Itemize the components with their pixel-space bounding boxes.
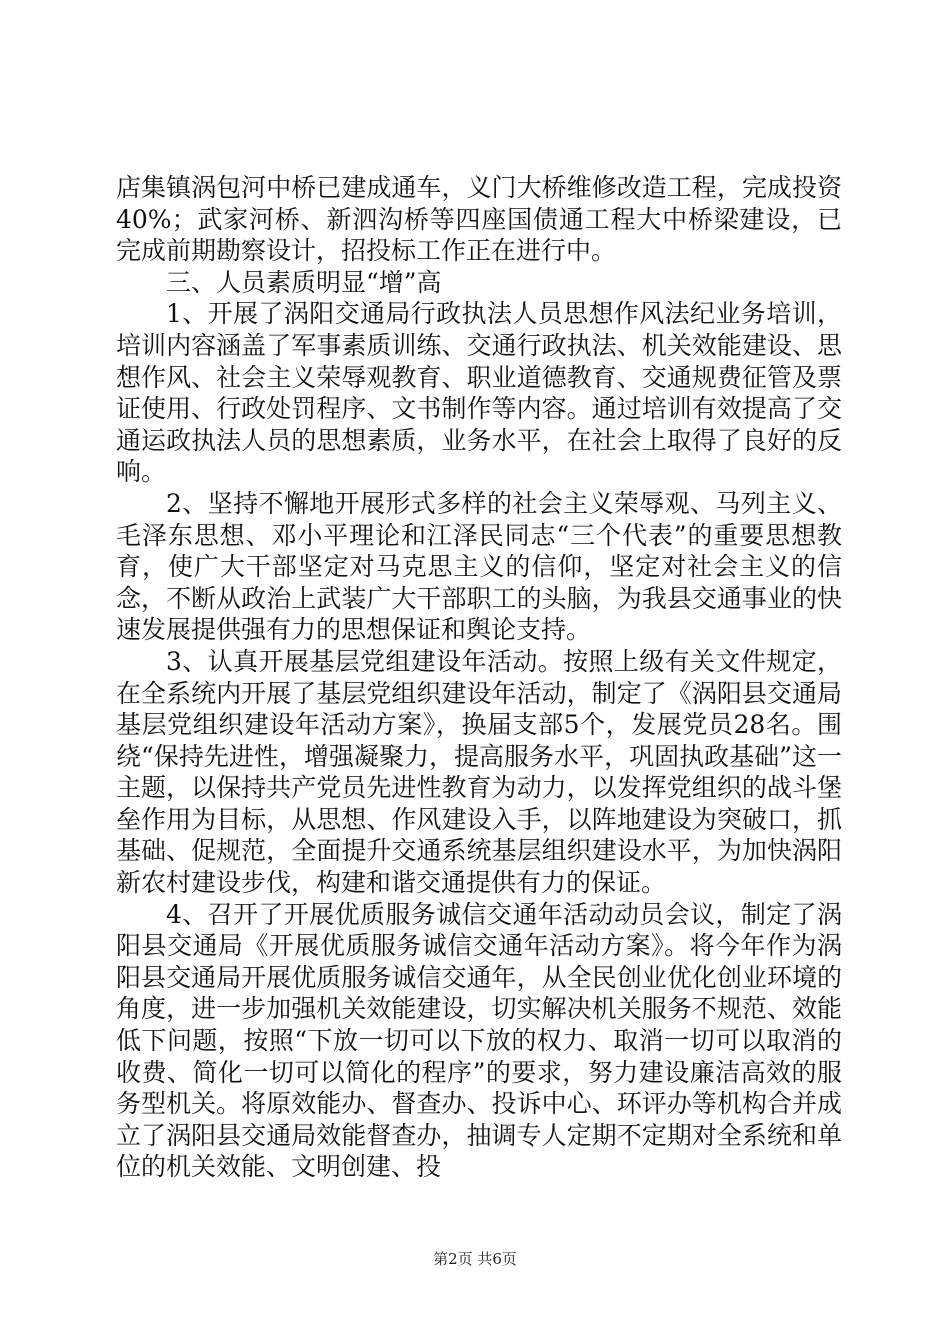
section-heading: 三、人员素质明显“增”高 — [166, 267, 442, 297]
paragraph-item-1: 1、开展了涡阳交通局行政执法人员思想作风法纪业务培训，培训内容涵盖了军事素质训练、交通行政执法、机关效能建设、思想作风、社会主义荣辱观教育、职业道德教育、交通规费征管及票证使用、行政处罚程序、文书制作等内容。通过培训有效提高了交通运政执法人员的思想素质，业务水平，在社会上取得了良好的反响。 — [116, 299, 842, 487]
paragraph-item-3: 3、认真开展基层党组建设年活动。按照上级有关文件规定，在全系统内开展了基层党组织建设年活动，制定了《涡阳县交通局基层党组织建设年活动方案》，换届支部5个，发展党员28名。围绕“保持先进性，增强凝聚力，提高服务水平，巩固执政基础”这一主题，以保持共产党员先进性教育为动力，以发挥党组织的战斗堡垒作用为目标，从思想、作风建设入手，以阵地建设为突破口，抓基础、促规范，全面提升交通系统基层组织建设水平，为加快涡阳新农村建设步伐，构建和谐交通提供有力的保证。 — [116, 646, 842, 898]
paragraph-continuation: 店集镇涡包河中桥已建成通车，义门大桥维修改造工程，完成投资40%；武家河桥、新泗沟桥等四座国债通工程大中桥梁建设，已完成前期勘察设计，招投标工作正在进行中。 — [116, 173, 842, 266]
document-body — [116, 172, 842, 1183]
page-number-footer: 第2页 共6页 — [433, 1250, 517, 1268]
paragraph-item-4: 4、召开了开展优质服务诚信交通年活动动员会议，制定了涡阳县交通局《开展优质服务诚信交通年活动方案》。将今年作为涡阳县交通局开展优质服务诚信交通年，从全民创业优化创业环境的角度，进一步加强机关效能建设，切实解决机关服务不规范、效能低下问题，按照“下放一切可以下放的权力、取消一切可以取消的收费、简化一切可以简化的程序”的要求，努力建设廉洁高效的服务型机关。将原效能办、督查办、投诉中心、环评办等机构合并成立了涡阳县交通局效能督查办，抽调专人定期不定期对全系统和单位的机关效能、文明创建、投 — [116, 899, 842, 1182]
paragraph-item-2: 2、坚持不懈地开展形式多样的社会主义荣辱观、马列主义、毛泽东思想、邓小平理论和江泽民同志“三个代表”的重要思想教育，使广大干部坚定对马克思主义的信仰，坚定对社会主义的信念，不断从政治上武装广大干部职工的头脑，为我县交通事业的快速发展提供强有力的思想保证和舆论支持。 — [116, 488, 842, 645]
